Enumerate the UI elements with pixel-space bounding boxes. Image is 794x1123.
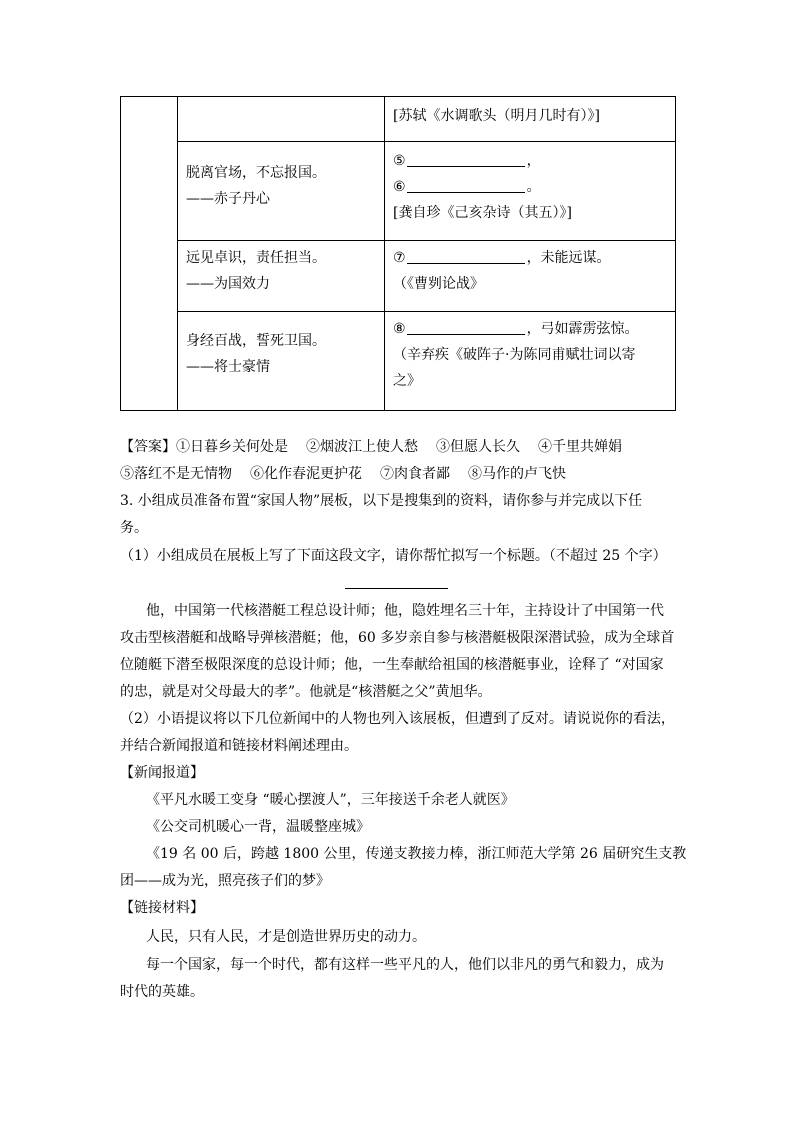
news-headline: 团——成为光，照亮孩子们的梦》 — [120, 873, 330, 889]
answer-blank[interactable] — [407, 320, 525, 335]
verse-suffix: 。 — [526, 179, 541, 195]
answer-item: ①日暮乡关何处是 — [176, 439, 288, 455]
blank-number: ⑤ — [393, 153, 406, 169]
blank-number: ⑧ — [393, 321, 406, 337]
theme-cell — [178, 142, 385, 241]
poem-table — [120, 96, 676, 411]
theme-cell — [178, 312, 385, 411]
news-headline: 《19 名 00 后，跨越 1800 公里，传递支教接力棒，浙江师范大学第 26 届研究生支教 — [146, 846, 687, 862]
title-answer-blank[interactable] — [345, 588, 448, 589]
source-text: （《曹刿论战》 — [393, 276, 484, 292]
paragraph-line: 攻击型核潜艇和战略导弹核潜艇；他，60 多岁亲自参与核潜艇极限深潜试验，成为全球首 — [120, 630, 675, 646]
question-3-text: 务。 — [120, 520, 148, 536]
verse-suffix: ，弓如霹雳弦惊。 — [526, 321, 639, 337]
theme-cell — [178, 97, 385, 142]
theme-text: 脱离官场，不忘报国。 — [186, 165, 326, 181]
theme-text: 远见卓识，责任担当。 — [186, 250, 326, 266]
source-text: 之》 — [393, 373, 421, 389]
blank-number: ⑥ — [393, 179, 406, 195]
answer-item: ⑤落红不是无情物 — [120, 466, 232, 482]
theme-text: 身经百战，誓死卫国。 — [186, 333, 326, 349]
verse-cell — [385, 142, 676, 241]
link-text: 时代的英雄。 — [120, 984, 204, 1000]
source-text: （辛弃疾《破阵子·为陈同甫赋壮词以寄 — [393, 347, 636, 363]
answer-item: ⑥化作春泥更护花 — [250, 466, 362, 482]
link-label: 【链接材料】 — [120, 900, 204, 916]
answer-item: ⑧马作的卢飞快 — [468, 466, 566, 482]
subquestion-1: （1）小组成员在展板上写了下面这段文字，请你帮忙拟写一个标题。（不超过 25 个字） — [120, 548, 667, 564]
answer-blank[interactable] — [407, 152, 525, 167]
answer-blank[interactable] — [407, 249, 525, 264]
subquestion-2: 并结合新闻报道和链接材料阐述理由。 — [120, 738, 358, 754]
answer-label: 【答案】 — [120, 439, 176, 455]
answer-item: ⑦肉食者鄙 — [380, 466, 450, 482]
answer-item: ③但愿人长久 — [436, 439, 520, 455]
category-cell — [121, 97, 178, 411]
link-text: 每一个国家，每一个时代，都有这样一些平凡的人，他们以非凡的勇气和毅力，成为 — [146, 957, 664, 973]
link-text: 人民，只有人民，才是创造世界历史的动力。 — [146, 929, 426, 945]
news-headline: 《公交司机暖心一背，温暖整座城》 — [146, 819, 370, 835]
paragraph-line: 的忠，就是对父母最大的孝”。他就是“核潜艇之父”黄旭华。 — [120, 684, 492, 700]
blank-number: ⑦ — [393, 250, 406, 266]
verse-cell — [385, 97, 676, 142]
verse-suffix: ，未能远谋。 — [526, 250, 611, 266]
theme-tag: ——赤子丹心 — [186, 191, 270, 207]
verse-cell — [385, 312, 676, 411]
answer-item: ②烟波江上使人愁 — [306, 439, 418, 455]
answer-line — [120, 461, 584, 487]
source-text: [苏轼《水调歌头（明月几时有）》] — [393, 108, 600, 124]
table-row — [121, 142, 676, 241]
verse-cell — [385, 241, 676, 312]
table-row — [121, 241, 676, 312]
answer-line — [120, 434, 640, 460]
theme-cell — [178, 241, 385, 312]
table-row — [121, 97, 676, 142]
paragraph-line: 他，中国第一代核潜艇工程总设计师；他，隐姓埋名三十年，主持设计了中国第一代 — [146, 603, 664, 619]
theme-tag: ——为国效力 — [186, 276, 270, 292]
question-3-text: 3. 小组成员准备布置“家国人物”展板，以下是搜集到的资料，请你参与并完成以下任 — [120, 493, 643, 509]
theme-tag: ——将士豪情 — [186, 359, 270, 375]
answer-blank[interactable] — [407, 178, 525, 193]
verse-suffix: ， — [526, 153, 541, 169]
subquestion-2: （2）小语提议将以下几位新闻中的人物也列入该展板，但遭到了反对。请说说你的看法， — [120, 711, 675, 727]
news-label: 【新闻报道】 — [120, 765, 204, 781]
source-text: [龚自珍《己亥杂诗（其五）》] — [393, 205, 572, 221]
answer-item: ④千里共婵娟 — [538, 439, 622, 455]
paragraph-line: 位随艇下潜至极限深度的总设计师；他，一生奉献给祖国的核潜艇事业，诠释了 “对国家 — [120, 657, 664, 673]
table-row — [121, 312, 676, 411]
news-headline: 《平凡水暖工变身 “暖心摆渡人”，三年接送千余老人就医》 — [146, 792, 515, 808]
